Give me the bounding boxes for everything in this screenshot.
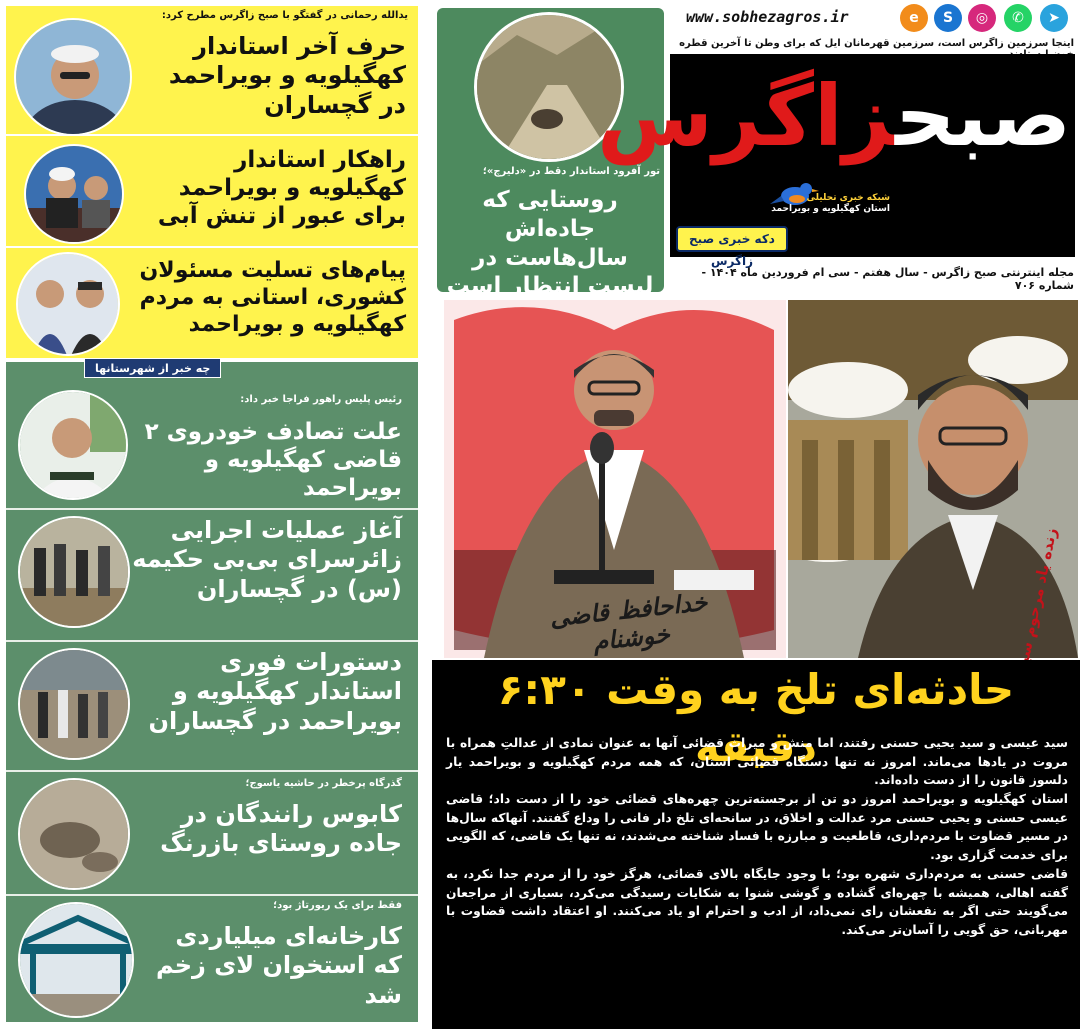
divider xyxy=(6,508,418,510)
teaser-headline[interactable]: روستایی که جاده‌اش سال‌هاست در لیست انتظار است xyxy=(446,187,654,300)
title-part-2: زاگرس xyxy=(596,67,895,165)
slogan: اینجا سرزمین زاگرس است، سرزمین قهرمانان ایل که برای وطن تا آخرین قطره xyxy=(679,38,1074,49)
network-label-1: شبکه خبری تحلیلی xyxy=(806,193,890,203)
story-headline[interactable]: علت تصادف خودروی ۲ قاضی کهگیلویه و بویراحمد xyxy=(144,419,402,502)
divider xyxy=(6,770,418,772)
green-story-4[interactable] xyxy=(6,774,418,892)
news-kiosk-badge[interactable]: دکه خبری صبح زاگرس xyxy=(676,226,788,252)
right-photo-caption-box xyxy=(1040,540,1070,650)
green-story-5[interactable] xyxy=(6,898,418,1022)
story-photo xyxy=(18,778,130,890)
green-story-2[interactable] xyxy=(6,512,418,638)
story-headline[interactable]: راهکار استاندار کهگیلویه و بویراحمد برای عبور از تنش آبی xyxy=(157,147,406,230)
story-photo xyxy=(18,902,134,1018)
body-paragraph: استان کهگیلویه و بویراحمد امروز دو تن از برجسته‌ترین چهره‌های قضائی خود را از دست داد؛ قاضی عیسی حسنی و یحیی حسنی مرد عدالت و اخلاق، در سانحه‌ای تلخ دار فانی را وداع گفتند. آنهاکه سال‌ها در مسیر قضاوت با مردم‌داری، قاطعیت و مبارزه با فساد شناخته می‌شدند، نه تنها یک قاضی، که الگویی برای خدمت گزاری بود. xyxy=(446,792,1068,863)
story-kicker: گذرگاه پرخطر در حاشیه یاسوج؛ xyxy=(245,778,402,789)
soroush-icon[interactable]: S xyxy=(934,4,962,32)
title-part-1: صبح xyxy=(895,67,1071,165)
story-kicker: یدالله رحمانی در گفتگو با صبح زاگرس مطرح کرد: xyxy=(161,10,408,21)
story-headline[interactable]: دستورات فوری استاندار کهگیلویه و بویراحمد در گچساران xyxy=(148,648,402,735)
main-headline[interactable]: حادثه‌ای تلخ به وقت ۶:۳۰ دقیقه xyxy=(497,665,1015,771)
story-photo xyxy=(18,390,128,500)
publication-title[interactable] xyxy=(596,62,1071,171)
green-story-1[interactable] xyxy=(6,388,418,506)
section-tag[interactable]: چه خبر از شهرستانها xyxy=(84,358,221,378)
site-url[interactable]: www.sobhezagros.ir xyxy=(686,8,849,26)
story-headline[interactable]: کارخانه‌ای میلیاردی که استخوان لای زخم شد xyxy=(155,922,402,1009)
divider xyxy=(6,640,418,642)
yellow-story-1[interactable] xyxy=(6,6,418,124)
yellow-story-2[interactable] xyxy=(6,136,418,244)
issue-line: مجله اینترنتی صبح زاگرس - سال هفتم - سی ام فروردین ماه ۱۴۰۴ - شماره ۷۰۶ xyxy=(701,266,1074,292)
story-headline[interactable]: پیام‌های تسلیت مسئولان کشوری، استانی به مردم کهگیلویه و بویراحمد xyxy=(139,258,406,337)
story-headline[interactable]: آغاز عملیات اجرایی زائرسرای بی‌بی حکیمه (س) در گچساران xyxy=(132,516,402,603)
left-photo-caption: خداحافظ قاضی خوشنام xyxy=(548,587,709,656)
story-photo xyxy=(14,18,132,136)
story-photo xyxy=(18,516,130,628)
green-story-3[interactable] xyxy=(6,644,418,768)
instagram-icon[interactable]: ◎ xyxy=(968,4,996,32)
story-headline[interactable]: کابوس رانندگان در جاده روستای بازرنگ xyxy=(160,800,402,858)
body-paragraph: سید عیسی و سید یحیی حسنی رفتند، اما منش و میراث قضائی آنها به عنوان نمادی از عدالتِ همراه با مروت در یادها می‌ماند. امروز نه تنها دستگاه قضائی استان، که همه مردم کهگیلویه و بویراحمد یار دلسوز قانون را از دست داده‌اند. xyxy=(446,736,1068,788)
network-label-2: استان کهگیلویه و بویراحمد xyxy=(771,203,890,214)
network-label xyxy=(770,193,890,215)
yellow-story-3[interactable] xyxy=(6,248,418,356)
story-headline[interactable]: حرف آخر استاندار کهگیلویه و بویراحمد در گچساران xyxy=(168,32,406,119)
telegram-icon[interactable]: ➤ xyxy=(1040,4,1068,32)
story-kicker: فقط برای یک ریورتاژ بود؛ xyxy=(273,900,402,911)
eitaa-icon[interactable]: e xyxy=(900,4,928,32)
teaser-kicker: تور آفرود استاندار دقط در «دلیرچ»؛ xyxy=(482,166,660,177)
story-photo xyxy=(18,648,130,760)
main-body xyxy=(446,734,1068,940)
body-paragraph: قاضی حسنی به مردم‌داری شهره بود؛ با وجود جایگاه بالای قضائی، هرگز خود را از مردم جدا نکرد، به گفته اهالی، همیشه با چهره‌ای گشاده و گوشی شنوا به شکایات رسیدگی می‌کرد، بسیاری از مراجعان می‌گویند حتی اگر به نفعشان رای نمی‌داد، از ادب و احترام او یاد می‌کنند. او اعتقاد داشت قضاوت با مهربانی، حق گویی را آسان‌تر می‌کند. xyxy=(446,866,1068,937)
divider xyxy=(6,894,418,896)
story-photo xyxy=(24,144,124,244)
whatsapp-icon[interactable]: ✆ xyxy=(1004,4,1032,32)
story-kicker: رئیس پلیس راهور فراجا خبر داد: xyxy=(240,394,402,405)
story-photo xyxy=(16,252,120,356)
